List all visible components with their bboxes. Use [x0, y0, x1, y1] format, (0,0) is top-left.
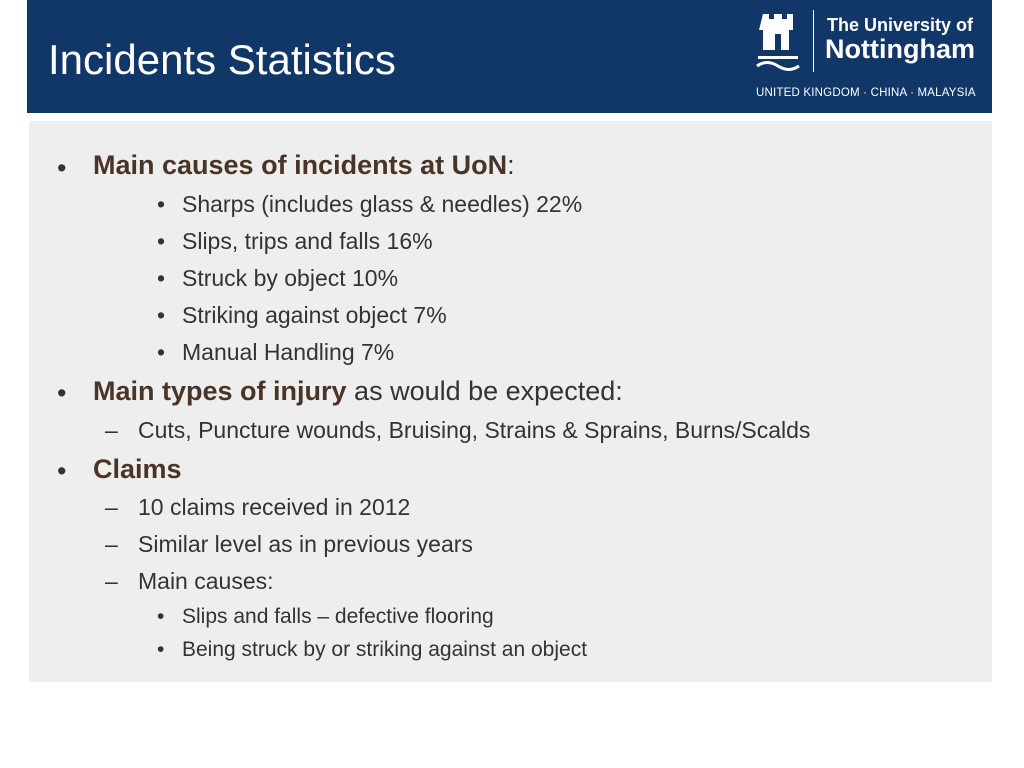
- causes-heading: Main causes of incidents at UoN: [93, 150, 508, 180]
- claims-sub-item: Slips and falls – defective flooring: [182, 605, 494, 628]
- bullet-marker: •: [157, 228, 166, 254]
- cause-item: Slips, trips and falls 16%: [182, 228, 433, 254]
- logo-divider: [813, 10, 814, 72]
- slide-header: [27, 0, 992, 113]
- dash-marker: –: [105, 417, 118, 443]
- bullet-marker: •: [57, 378, 67, 408]
- cause-item: Sharps (includes glass & needles) 22%: [182, 191, 583, 217]
- injury-item: Cuts, Puncture wounds, Bruising, Strains & Sprains, Burns/Scalds: [138, 417, 811, 443]
- slide-title: Incidents Statistics: [48, 36, 396, 83]
- logo-strapline: UNITED KINGDOM · CHINA · MALAYSIA: [756, 87, 976, 99]
- bullet-marker: •: [57, 456, 67, 486]
- injury-heading: Main types of injury: [93, 376, 347, 406]
- claims-heading: Claims: [93, 454, 182, 484]
- bullet-marker: •: [157, 265, 166, 291]
- claims-item: 10 claims received in 2012: [138, 494, 411, 520]
- cause-item: Struck by object 10%: [182, 265, 399, 291]
- bullet-marker: •: [157, 191, 166, 217]
- cause-item: Striking against object 7%: [182, 302, 447, 328]
- injury-suffix: as would be expected:: [346, 376, 623, 406]
- dash-marker: –: [105, 531, 118, 557]
- dash-marker: –: [105, 494, 118, 520]
- claims-sub-item: Being struck by or striking against an object: [182, 638, 588, 661]
- bullet-marker: •: [157, 638, 165, 661]
- logo-university-of: The University of: [827, 15, 974, 35]
- university-logo: [755, 8, 985, 104]
- logo-nottingham: Nottingham: [825, 34, 975, 64]
- claims-item: Main causes:: [138, 568, 274, 594]
- dash-marker: –: [105, 568, 118, 594]
- bullet-marker: •: [157, 339, 166, 365]
- slide-content: [29, 121, 992, 682]
- cause-item: Manual Handling 7%: [182, 339, 395, 365]
- bullet-marker: •: [157, 302, 166, 328]
- claims-item: Similar level as in previous years: [138, 531, 473, 557]
- causes-bullet: [93, 152, 515, 179]
- claims-bullet: [93, 456, 182, 483]
- bullet-marker: •: [57, 153, 67, 183]
- causes-suffix: :: [507, 150, 515, 180]
- injury-bullet: [93, 378, 623, 405]
- bullet-marker: •: [157, 605, 165, 628]
- castle-crest-icon: [755, 10, 801, 74]
